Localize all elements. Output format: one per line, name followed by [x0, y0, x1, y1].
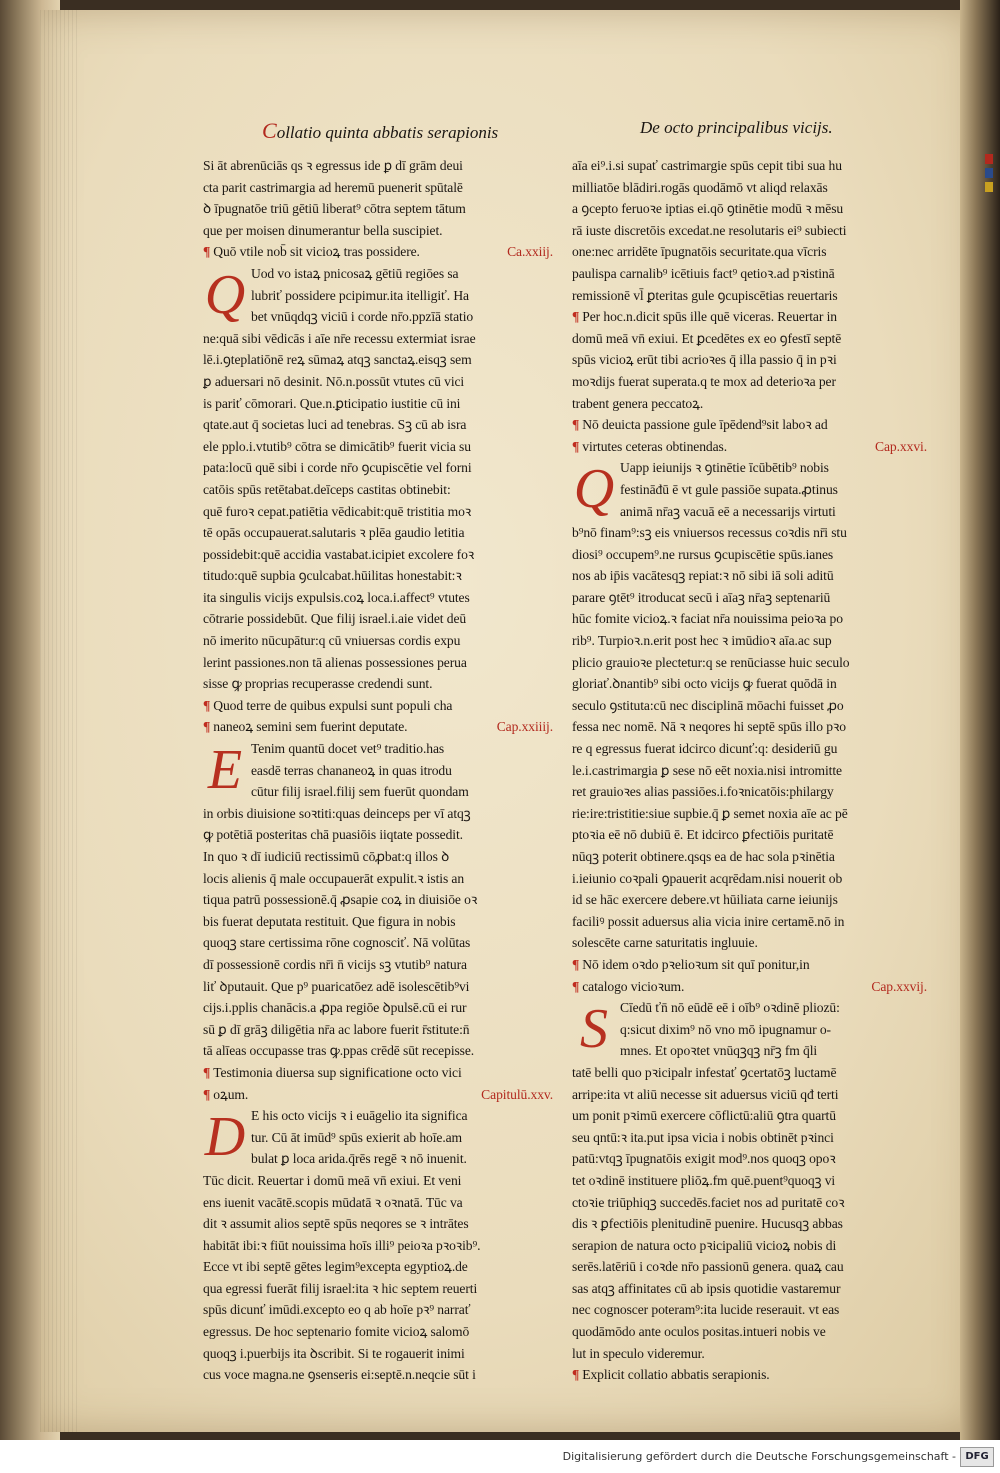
- text-line: [572, 1256, 927, 1278]
- text-line: [203, 544, 553, 566]
- text-line: [572, 544, 927, 566]
- text-line: [572, 911, 927, 933]
- header-right-text: De octo principalibus vicijs.: [640, 118, 833, 137]
- chapter-number: Ca.xxiij.: [507, 244, 553, 260]
- text-line: [572, 1213, 927, 1235]
- text-line: [572, 479, 927, 501]
- text-line: [572, 630, 927, 652]
- text-line: [572, 1148, 927, 1170]
- line-text: sū ꝑ dī grāꝫ diligētia nr̄a ac labore fuerit r̄stitute:n̄: [203, 1021, 470, 1037]
- line-text: catōis spūs retētabat.deīceps castitas obtinebit:: [203, 481, 451, 497]
- text-line: [203, 328, 553, 350]
- text-line: [572, 1062, 927, 1084]
- text-line: [572, 198, 927, 220]
- pilcrow-mark: ¶: [572, 956, 580, 972]
- text-line: [572, 803, 927, 825]
- line-text: remissionē vl̄ ꝑteritas gule ꝯcupiscētias reuertaris: [572, 287, 838, 303]
- text-line: [572, 868, 927, 890]
- line-text: qua egressi fuerāt filij israel:ita ꝛ hic septem reuerti: [203, 1280, 478, 1296]
- line-text: dit ꝛ assumit alios septē spūs neqores se ꝛ intrātes: [203, 1216, 469, 1232]
- line-text: fessa nec nomē. Nā ꝛ neqores hi septē spūs illo pꝛo: [572, 719, 846, 735]
- pilcrow-mark: ¶: [572, 1367, 580, 1383]
- text-line: [572, 889, 927, 911]
- text-line: [203, 155, 553, 177]
- line-text: liť ꝺputauit. Que p⁹ puaricatōez adē isolescētib⁹vi: [203, 978, 470, 994]
- line-text: bet vnūqdqꝫ viciū i corde nr̄o.ppzīā statio: [251, 309, 474, 325]
- line-text: naneoꝝ semini sem fuerint deputate.: [213, 719, 408, 735]
- text-line: [572, 1084, 927, 1106]
- line-text: Si āt abrenūciās qs ꝛ egressus ide ꝑ dī grām deui: [203, 158, 463, 173]
- line-text: ꝙ potētiā posteritas chā puasiōis iiqtate possedit.: [203, 827, 463, 843]
- line-text: cus voce magna.ne ꝯsenseris ei:septē.n.neqcie sūt i: [203, 1367, 476, 1383]
- text-line: [203, 587, 553, 609]
- line-text: tur. Cū āt imūd⁹ spūs exierit ab hoīe.am: [251, 1129, 463, 1145]
- text-line: [572, 220, 927, 242]
- line-text: moꝛdijs fuerat superata.q te mox ad deterioꝛa per: [572, 373, 836, 389]
- text-line: [203, 997, 553, 1019]
- rubric-heading-line: [572, 954, 927, 976]
- line-text: Tenim quantū docet vet⁹ traditio.has: [251, 741, 445, 757]
- text-line: [572, 824, 927, 846]
- text-line: [572, 932, 927, 954]
- digitization-footer: [0, 1440, 1000, 1473]
- drop-initial: Q: [204, 263, 246, 326]
- line-text: rib⁹. Turpioꝛ.n.erit post hec ꝛ imūdioꝛ aīa.ac sup: [572, 633, 832, 649]
- line-text: nec cognoscer poteram⁹:ita lucide reserauit. vt eas: [572, 1302, 840, 1318]
- text-line: [203, 1256, 553, 1278]
- line-text: quoqꝫ i.puerbijs ita ꝺscribit. Si te rogauerit inimi: [203, 1345, 465, 1361]
- line-text: Quō vtile nob̄ sit vicioꝝ tras possidere.: [213, 244, 420, 260]
- line-text: aīa ei⁹.i.si supať castrimargie spūs cepit tibi sua hu: [572, 158, 842, 173]
- line-text: cijs.i.pplis chanācis.a ꝓpa regiōe ꝺpulsē.cū ei rur: [203, 1000, 467, 1016]
- text-line: [203, 868, 553, 890]
- text-line: [203, 1321, 553, 1343]
- text-line: [572, 241, 927, 263]
- rubric-heading-line: [203, 1084, 553, 1106]
- text-line: [572, 673, 927, 695]
- line-text: lut in speculo videremur.: [572, 1345, 705, 1361]
- text-line: [572, 1278, 927, 1300]
- text-line: [203, 803, 553, 825]
- drop-initial: D: [204, 1106, 246, 1169]
- pilcrow-mark: ¶: [203, 1086, 211, 1102]
- pilcrow-mark: ¶: [572, 417, 580, 433]
- line-text: cta parit castrimargia ad heremū puenerit spūtalē: [203, 179, 463, 195]
- text-line: [572, 608, 927, 630]
- text-line: [572, 565, 927, 587]
- text-line: [572, 1235, 927, 1257]
- line-text: b⁹nō finam⁹:sꝫ eis vniuersos recessus coꝛdis nr̄i stu: [572, 525, 847, 541]
- rubric-heading-line: [572, 414, 927, 436]
- line-text: domū meā vn̄ exiui. Et ꝑcedētes ex eo ꝯfestī septē: [572, 330, 842, 346]
- line-text: ret grauioꝛes alias passiōes.i.foꝛnicatōis:philargy: [572, 784, 834, 800]
- line-text: milliatōe blādiri.rogās quodāmō vt aliqd relaxās: [572, 179, 828, 195]
- text-line: [572, 155, 927, 177]
- line-text: cōtrarie possidebūt. Que filij israel.i.aie videt deū: [203, 611, 467, 627]
- text-line: [203, 1148, 553, 1170]
- text-line: [572, 263, 927, 285]
- line-text: pata:locū quē sibi i corde nr̄o ꝯcupiscētie vel forni: [203, 460, 472, 476]
- line-text: ne:quā sibi vēdicās i aīe nr̄e recessu extermiat israe: [203, 330, 476, 346]
- line-text: habitāt ibi:ꝛ fiūt nouissima hoīs illi⁹ peioꝛa pꝛoꝛib⁹.: [203, 1237, 481, 1253]
- text-line: [203, 479, 553, 501]
- line-text: tet oꝛdinē instituere pliōꝝ.fm quē.puent⁹quoqꝫ vi: [572, 1172, 836, 1188]
- line-text: bulat ꝑ loca arida.q̄rēs regē ꝛ nō inuenit.: [251, 1151, 467, 1167]
- text-line: [572, 781, 927, 803]
- line-text: tē opās occupauerat.salutaris ꝛ plēa gaudio letitia: [203, 525, 465, 541]
- rubric-heading-line: [572, 976, 927, 998]
- text-line: [572, 306, 927, 328]
- line-text: um ponit pꝛimū exercere cōflictū:aliū ꝯtra quartū: [572, 1108, 836, 1124]
- line-text: serapion de natura octo pꝛicipaliū vicioꝝ nobis di: [572, 1237, 837, 1253]
- header-initial: C: [262, 118, 277, 143]
- text-line: [572, 1040, 927, 1062]
- line-text: easdē terras chananeoꝝ in quas itrodu: [251, 762, 452, 778]
- line-text: Uapp ieiunijs ꝛ ꝯtinētie īcūbētib⁹ nobis: [620, 460, 829, 476]
- line-text: q:sicut dixim⁹ nō vno mō ipugnamur o-: [620, 1021, 831, 1037]
- text-line: [203, 414, 553, 436]
- text-line: [203, 1127, 553, 1149]
- text-line: [203, 1105, 553, 1127]
- text-line: [572, 695, 927, 717]
- chapter-number: Cap.xxvij.: [871, 978, 927, 994]
- line-text: titudo:quē supbia ꝯculcabat.hūilitas honestabit:ꝛ: [203, 568, 462, 584]
- pilcrow-mark: ¶: [203, 719, 211, 735]
- text-line: [203, 911, 553, 933]
- text-line: [203, 630, 553, 652]
- text-line: [572, 1170, 927, 1192]
- header-left-text: ollatio quinta abbatis serapionis: [276, 123, 499, 142]
- text-line: [572, 1105, 927, 1127]
- pilcrow-mark: ¶: [572, 309, 580, 325]
- text-line: [572, 522, 927, 544]
- line-text: nos ab ip̄is vacātesqꝫ repiat:ꝛ nō sibi iā soli aditū: [572, 568, 834, 584]
- rubric-heading-line: [203, 695, 553, 717]
- line-text: catalogo vicioꝛum.: [582, 978, 685, 994]
- text-line: [203, 781, 553, 803]
- line-text: ꝑ aduersari nō desinit. Nō.n.possūt vtutes cū vici: [203, 373, 465, 389]
- line-text: quodāmōdo ante oculos positas.intueri nobis ve: [572, 1324, 826, 1340]
- line-text: dī possessionē cordis nr̄i n̄ vicijs sꝫ vtutib⁹ natura: [203, 956, 467, 972]
- text-line: [203, 501, 553, 523]
- text-line: [572, 1127, 927, 1149]
- text-line: [203, 522, 553, 544]
- line-text: ele pplo.i.vtutib⁹ cōtra se dimicātib⁹ fuerit vicia su: [203, 438, 471, 454]
- bookmark-tabs: [985, 150, 1000, 210]
- text-line: [203, 436, 553, 458]
- line-text: tā alīeas occupasse tras ꝙ.ppas crēdē sūt recepisse.: [203, 1043, 475, 1059]
- drop-initial: Q: [573, 458, 615, 521]
- line-text: Nō idem oꝛdo pꝛelioꝛum sit quī ponitur,in: [582, 956, 810, 972]
- text-column-right: [572, 155, 927, 1386]
- text-line: [203, 1170, 553, 1192]
- text-line: [203, 760, 553, 782]
- line-text: ꝺ īpugnatōe triū gētiū liberat⁹ cōtra septem tātum: [203, 201, 466, 217]
- pilcrow-mark: ¶: [203, 697, 211, 713]
- text-line: [572, 1192, 927, 1214]
- text-line: [203, 673, 553, 695]
- line-text: In quo ꝛ dī iudiciū rectissimū cōꝓbat:q illos ꝺ: [203, 849, 450, 864]
- line-text: diosi⁹ occupem⁹.ne rursus ꝯcupiscētie spūs.ianes: [572, 546, 834, 562]
- line-text: ptoꝛia eē nō dubiū ē. Et idcirco ꝑfectiōis puritatē: [572, 827, 834, 843]
- pilcrow-mark: ¶: [572, 978, 580, 994]
- text-line: [203, 846, 553, 868]
- text-line: [203, 954, 553, 976]
- text-line: [203, 393, 553, 415]
- text-line: [203, 932, 553, 954]
- text-line: [572, 457, 927, 479]
- line-text: le.i.castrimargia ꝑ sese nō eēt noxia.nisi intromitte: [572, 762, 842, 778]
- line-text: mnes. Et opoꝛtet vnūqꝫqꝫ nr̄ꝫ fm q̄li: [620, 1043, 818, 1059]
- line-text: trabent genera peccatoꝝ.: [572, 395, 704, 411]
- line-text: one:nec arridēte īpugnatōis securitate.qua vīcris: [572, 244, 827, 260]
- chapter-number: Capitulū.xxv.: [481, 1086, 553, 1102]
- text-line: [203, 652, 553, 674]
- line-text: bis fuerat deputata restituit. Que figura in nobis: [203, 913, 456, 929]
- line-text: solescēte carne saturitatis ingluuie.: [572, 935, 758, 951]
- line-text: Nō deuicta passione gule īpēdend⁹sit laboꝛ ad: [582, 417, 828, 433]
- text-line: [572, 997, 927, 1019]
- text-column-left: [203, 155, 553, 1386]
- line-text: sisse ꝙ proprias recuperasse credendi sunt.: [203, 676, 433, 692]
- line-text: sas atqꝫ affinitates cū ab ipsis quotidie vastaremur: [572, 1280, 841, 1296]
- line-text: Testimonia diuersa sup significatione octo vici: [213, 1064, 462, 1080]
- footer-credit: Digitalisierung gefördert durch die Deutsche Forschungsgemeinschaft -: [562, 1450, 956, 1463]
- chapter-number: Cap.xxiiij.: [496, 719, 553, 735]
- rubric-heading-line: [572, 436, 927, 458]
- text-line: [203, 285, 553, 307]
- line-text: oꝝum.: [213, 1086, 249, 1102]
- line-text: spūs dicunť imūdi.excepto eo q ab hoīe pꝛ⁹ narrať: [203, 1302, 471, 1318]
- text-line: [203, 457, 553, 479]
- line-text: nō imerito nūcupātur:q cū vniuersas cordis expu: [203, 633, 461, 649]
- text-line: [572, 177, 927, 199]
- page-edge-stripes: [40, 10, 80, 1432]
- rubric-heading-line: [203, 716, 553, 738]
- text-line: [572, 393, 927, 415]
- text-line: [572, 652, 927, 674]
- text-line: [203, 220, 553, 242]
- line-text: quē furoꝛ cepat.patiētia vēdicabit:quē tristitia moꝛ: [203, 503, 472, 519]
- text-line: [203, 1019, 553, 1041]
- text-line: [203, 1040, 553, 1062]
- line-text: ctoꝛie triūphiqꝫ succedēs.faciet nos ad puritatē coꝛ: [572, 1194, 845, 1210]
- line-text: Cīedū ťn̄ nō eūdē eē i oīb⁹ oꝛdinē pliozū:: [620, 1000, 840, 1016]
- line-text: cūtur filij israel.filij sem fuerūt quondam: [251, 784, 469, 800]
- line-text: locis alienis q̄ male occupauerāt expulit.ꝛ istis an: [203, 870, 465, 886]
- pilcrow-mark: ¶: [203, 1064, 211, 1080]
- line-text: rā iuste discretōis excedat.ne resolutaris ei⁹ subiecti: [572, 222, 847, 238]
- line-text: arripe:ita vt aliū necesse sit aduersus viciū qđ terti: [572, 1086, 839, 1102]
- text-line: [203, 177, 553, 199]
- line-text: dis ꝛ ꝑfectiōis plenitudinē puenire. Hucusqꝫ abbas: [572, 1216, 843, 1232]
- text-line: [203, 1278, 553, 1300]
- text-line: [203, 1299, 553, 1321]
- text-line: [572, 738, 927, 760]
- text-line: [572, 1364, 927, 1386]
- line-text: id se hāc exercere debere.vt hūiliata carne ieiunijs: [572, 892, 838, 908]
- running-header-left: [262, 118, 498, 144]
- line-text: ita singulis vicijs expulsis.coꝝ loca.i.affect⁹ vtutes: [203, 589, 470, 605]
- pilcrow-mark: ¶: [203, 244, 211, 260]
- text-line: [572, 501, 927, 523]
- line-text: plicio grauioꝛe plectetur:q se renūciasse huic seculo: [572, 654, 850, 670]
- line-text: patū:vtqꝫ īpugnatōis exigit mod⁹.nos quoqꝫ opoꝛ: [572, 1151, 836, 1167]
- line-text: Uod vo istaꝝ pnicosaꝝ gētiū regiōes sa: [251, 265, 459, 281]
- line-text: festināđū ē vt gule passiōe supata.ꝓtinus: [620, 481, 838, 497]
- text-line: [203, 1192, 553, 1214]
- line-text: egressus. De hoc septenario fomite vicioꝝ salomō: [203, 1324, 470, 1340]
- line-text: tatē belli quo pꝛicipalr infestať ꝯcertatōꝫ luctamē: [572, 1064, 837, 1080]
- line-text: nūqꝫ poterit obtinere.qsqs ea de hac sola pꝛinētia: [572, 849, 835, 864]
- line-text: seu qntū:ꝛ ita.put ipsa vicia i nobis obtinēt pꝛinci: [572, 1129, 834, 1145]
- text-line: [203, 1235, 553, 1257]
- rubric-heading-line: [203, 1062, 553, 1084]
- text-line: [203, 824, 553, 846]
- line-text: in orbis diuisione soꝛtiti:quas deinceps per vī atqꝫ: [203, 805, 471, 821]
- line-text: animā nr̄aꝫ vacuā eē a necessarijs virtuti: [620, 503, 836, 519]
- line-text: qtate.aut q̄ societas luci ad tenebras. Sꝫ cū ab isra: [203, 417, 467, 433]
- text-line: [203, 1364, 553, 1386]
- text-line: [203, 608, 553, 630]
- running-header-right: [640, 118, 833, 138]
- book-edge-right: [960, 0, 1000, 1440]
- text-line: [572, 587, 927, 609]
- line-text: is pariť cōmorari. Que.n.ꝑticipatio iustitie cū ini: [203, 395, 461, 411]
- line-text: ens iuenit vacātē.scopis mūdatā ꝛ oꝛnatā. Tūc va: [203, 1194, 463, 1210]
- line-text: re q egressus fuerat idcirco dicunť:q: desideriū gu: [572, 741, 838, 757]
- line-text: gloriať.ꝺnantib⁹ sibi octo vicijs ꝙ fuerat quōdā in: [572, 676, 837, 692]
- line-text: lē.i.ꝯteplatiōnē reꝝ sūmaꝝ atqꝫ sanctaꝝ.eisqꝫ sem: [203, 352, 472, 368]
- line-text: Explicit collatio abbatis serapionis.: [582, 1367, 770, 1383]
- text-line: [572, 760, 927, 782]
- text-line: [572, 349, 927, 371]
- chapter-number: Cap.xxvi.: [875, 438, 927, 454]
- text-line: [203, 371, 553, 393]
- text-line: [572, 846, 927, 868]
- line-text: faciliꝰ possit aduersus alia vicia inire certamē.nō in: [572, 913, 845, 929]
- text-line: [572, 371, 927, 393]
- line-text: serēs.latēriū i coꝛde nr̄o passionū genera. quaꝝ cau: [572, 1259, 844, 1275]
- line-text: possidebit:quē accidia vastabat.icipiet excolere foꝛ: [203, 546, 475, 562]
- line-text: seculo ꝯstituta:cū nec disciplinā mōachi fuisset ꝓo: [572, 697, 844, 713]
- text-line: [203, 738, 553, 760]
- text-line: [572, 1343, 927, 1365]
- text-line: [203, 263, 553, 285]
- line-text: Per hoc.n.dicit spūs ille quē viceras. Reuertar in: [582, 309, 837, 325]
- text-line: [203, 565, 553, 587]
- line-text: lubriť possidere pcipimur.ita itelligiť. Ha: [251, 287, 469, 303]
- text-line: [203, 1343, 553, 1365]
- pilcrow-mark: ¶: [572, 438, 580, 454]
- line-text: Tūc dicit. Reuertar i domū meā vn̄ exiui. Et veni: [203, 1172, 462, 1188]
- text-line: [203, 306, 553, 328]
- text-line: [572, 716, 927, 738]
- line-text: i.ieiunio coꝛpali ꝯpauerit acqrēdam.nisi nouerit ob: [572, 870, 843, 886]
- text-line: [203, 889, 553, 911]
- line-text: lerint passiones.non tā alienas possessiones perua: [203, 654, 467, 670]
- drop-initial: E: [207, 739, 243, 802]
- dfg-logo: DFG: [960, 1447, 994, 1467]
- line-text: E his octo vicijs ꝛ i euāgelio ita significa: [251, 1108, 468, 1124]
- rubric-heading-line: [203, 241, 553, 263]
- text-line: [203, 349, 553, 371]
- line-text: Quod terre de quibus expulsi sunt populi cha: [213, 697, 453, 713]
- text-line: [203, 976, 553, 998]
- line-text: quoqꝫ stare certissima rōne cognosciť. Nā volūtas: [203, 935, 471, 951]
- text-line: [572, 1019, 927, 1041]
- text-line: [572, 1299, 927, 1321]
- text-line: [572, 1321, 927, 1343]
- drop-initial: S: [580, 998, 608, 1061]
- line-text: que per moisen dinumerantur bella suscipiet.: [203, 222, 443, 238]
- text-line: [572, 285, 927, 307]
- line-text: paulispa carnalib⁹ icētiuis fact⁹ qetioꝛ.ad pꝛistinā: [572, 265, 835, 281]
- line-text: hūc fomite vicioꝝ.ꝛ faciat nr̄a nouissima peioꝛa po: [572, 611, 843, 627]
- text-line: [572, 328, 927, 350]
- line-text: parare ꝯtēt⁹ itroducat secū i aīaꝫ nr̄aꝫ septenariū: [572, 589, 831, 605]
- line-text: tiqua patrū possessionē.q̄ ꝓsapie coꝝ in diuisiōe oꝛ: [203, 892, 478, 908]
- line-text: Ecce vt ibi septē gētes legim⁹excepta egyptioꝝ.de: [203, 1259, 468, 1275]
- line-text: virtutes ceteras obtinendas.: [582, 438, 728, 454]
- text-line: [203, 198, 553, 220]
- text-line: [203, 1213, 553, 1235]
- line-text: a ꝯcepto feruoꝛe iptias ei.qō ꝯtinētie modū ꝛ mēsu: [572, 201, 844, 217]
- line-text: spūs vicioꝝ erūt tibi acrioꝛes q̄ illa passio q̄ in pꝛi: [572, 352, 837, 368]
- line-text: rie:ire:tristitie:siue supbie.q̄ ꝑ semet noxia aīe ac pē: [572, 805, 848, 821]
